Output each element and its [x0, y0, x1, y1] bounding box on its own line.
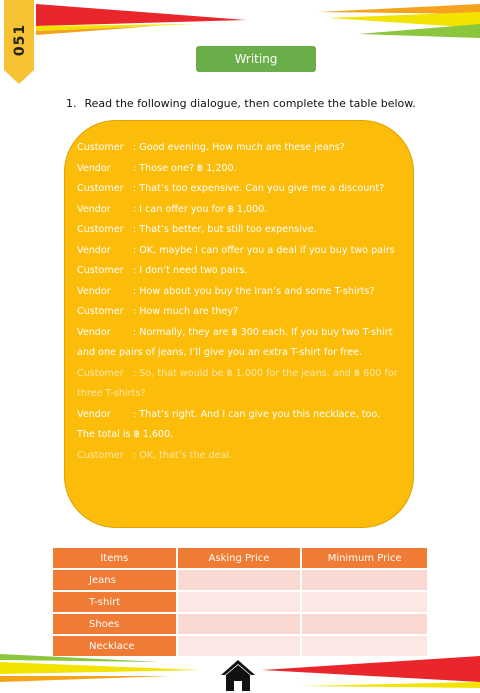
speaker-name: Customer [77, 224, 124, 235]
speaker-name: Vendor [77, 162, 111, 174]
page-number-tab [4, 0, 34, 84]
dialogue-line [77, 364, 401, 405]
item-shoes: Shoes [53, 614, 178, 634]
dialogue-line [77, 302, 401, 323]
table-header-asking-price: Asking Price [178, 548, 303, 568]
minimum-price-cell[interactable] [302, 592, 427, 612]
table-row [53, 614, 427, 634]
speaker-name: Vendor [77, 244, 111, 256]
dialogue-text: : I don’t need two pairs. [133, 265, 248, 276]
dialogue-line [77, 282, 401, 303]
speaker-name: Customer [77, 449, 124, 461]
dialogue-text: : Good evening. How much are these jeans? [133, 142, 345, 153]
dialogue-box [64, 120, 414, 528]
item-tshirt: T-shirt [53, 592, 178, 612]
table-header-minimum-price: Minimum Price [302, 548, 427, 568]
dialogue-text: : Those one? ฿ 1,200. [133, 162, 237, 174]
exercise-instruction [66, 97, 416, 110]
table-row [53, 570, 427, 590]
speaker-name: Customer [77, 142, 124, 153]
dialogue-line [77, 241, 401, 262]
dialogue-text: : How about you buy the Iran’s and some T-shirts? [133, 285, 375, 297]
speaker-name: Customer [77, 306, 124, 317]
table-header-items: Items [53, 548, 178, 568]
asking-price-cell[interactable] [178, 570, 303, 590]
dialogue-text: : Normally, they are ฿ 300 each. If you buy two T-shirt and one pairs of jeans, I’ll give you an extra T-shirt for free. [77, 326, 393, 358]
dialogue-line [77, 179, 401, 200]
dialogue-text: : That’s too expensive. Can you give me a discount? [133, 183, 385, 194]
dialogue-text: : So, that would be ฿ 1,000 for the jeans, and ฿ 600 for three T-shirts? [77, 367, 398, 399]
speaker-name: Vendor [77, 326, 111, 338]
speaker-name: Customer [77, 265, 124, 276]
home-icon[interactable] [219, 658, 257, 692]
dialogue-line [77, 405, 401, 446]
item-necklace: Necklace [53, 636, 178, 656]
top-left-stripes [36, 4, 246, 38]
speaker-name: Vendor [77, 203, 111, 215]
dialogue-text: : That’s better, but still too expensive. [133, 224, 317, 235]
speaker-name: Vendor [77, 408, 111, 420]
bottom-right-stripes [262, 652, 480, 692]
dialogue-line [77, 138, 401, 159]
speaker-name: Customer [77, 183, 124, 194]
item-jeans: Jeans [53, 570, 178, 590]
section-title: Writing [196, 46, 316, 72]
speaker-name: Customer [77, 367, 124, 379]
dialogue-line [77, 261, 401, 282]
dialogue-line [77, 200, 401, 221]
dialogue-text: : That’s right. And I can give you this necklace, too. The total is ฿ 1,600. [77, 408, 381, 440]
dialogue-text: : OK, that’s the deal. [133, 449, 233, 461]
exercise-number: 1. [66, 97, 77, 110]
bottom-left-stripes [0, 652, 200, 692]
minimum-price-cell[interactable] [302, 570, 427, 590]
table-row [53, 592, 427, 612]
dialogue-text: : OK, maybe I can offer you a deal if you buy two pairs [133, 244, 395, 256]
top-right-stripes [318, 4, 480, 38]
dialogue-text: : How much are they? [133, 306, 239, 317]
dialogue-line [77, 446, 401, 467]
dialogue-line [77, 220, 401, 241]
asking-price-cell[interactable] [178, 592, 303, 612]
minimum-price-cell[interactable] [302, 614, 427, 634]
page-number: 051 [12, 23, 28, 57]
price-table [53, 546, 427, 658]
dialogue-text: : I can offer you for ฿ 1,000. [133, 203, 268, 215]
speaker-name: Vendor [77, 285, 111, 297]
dialogue-line [77, 159, 401, 180]
instruction-text: Read the following dialogue, then complete the table below. [84, 97, 416, 110]
asking-price-cell[interactable] [178, 614, 303, 634]
dialogue-line [77, 323, 401, 364]
